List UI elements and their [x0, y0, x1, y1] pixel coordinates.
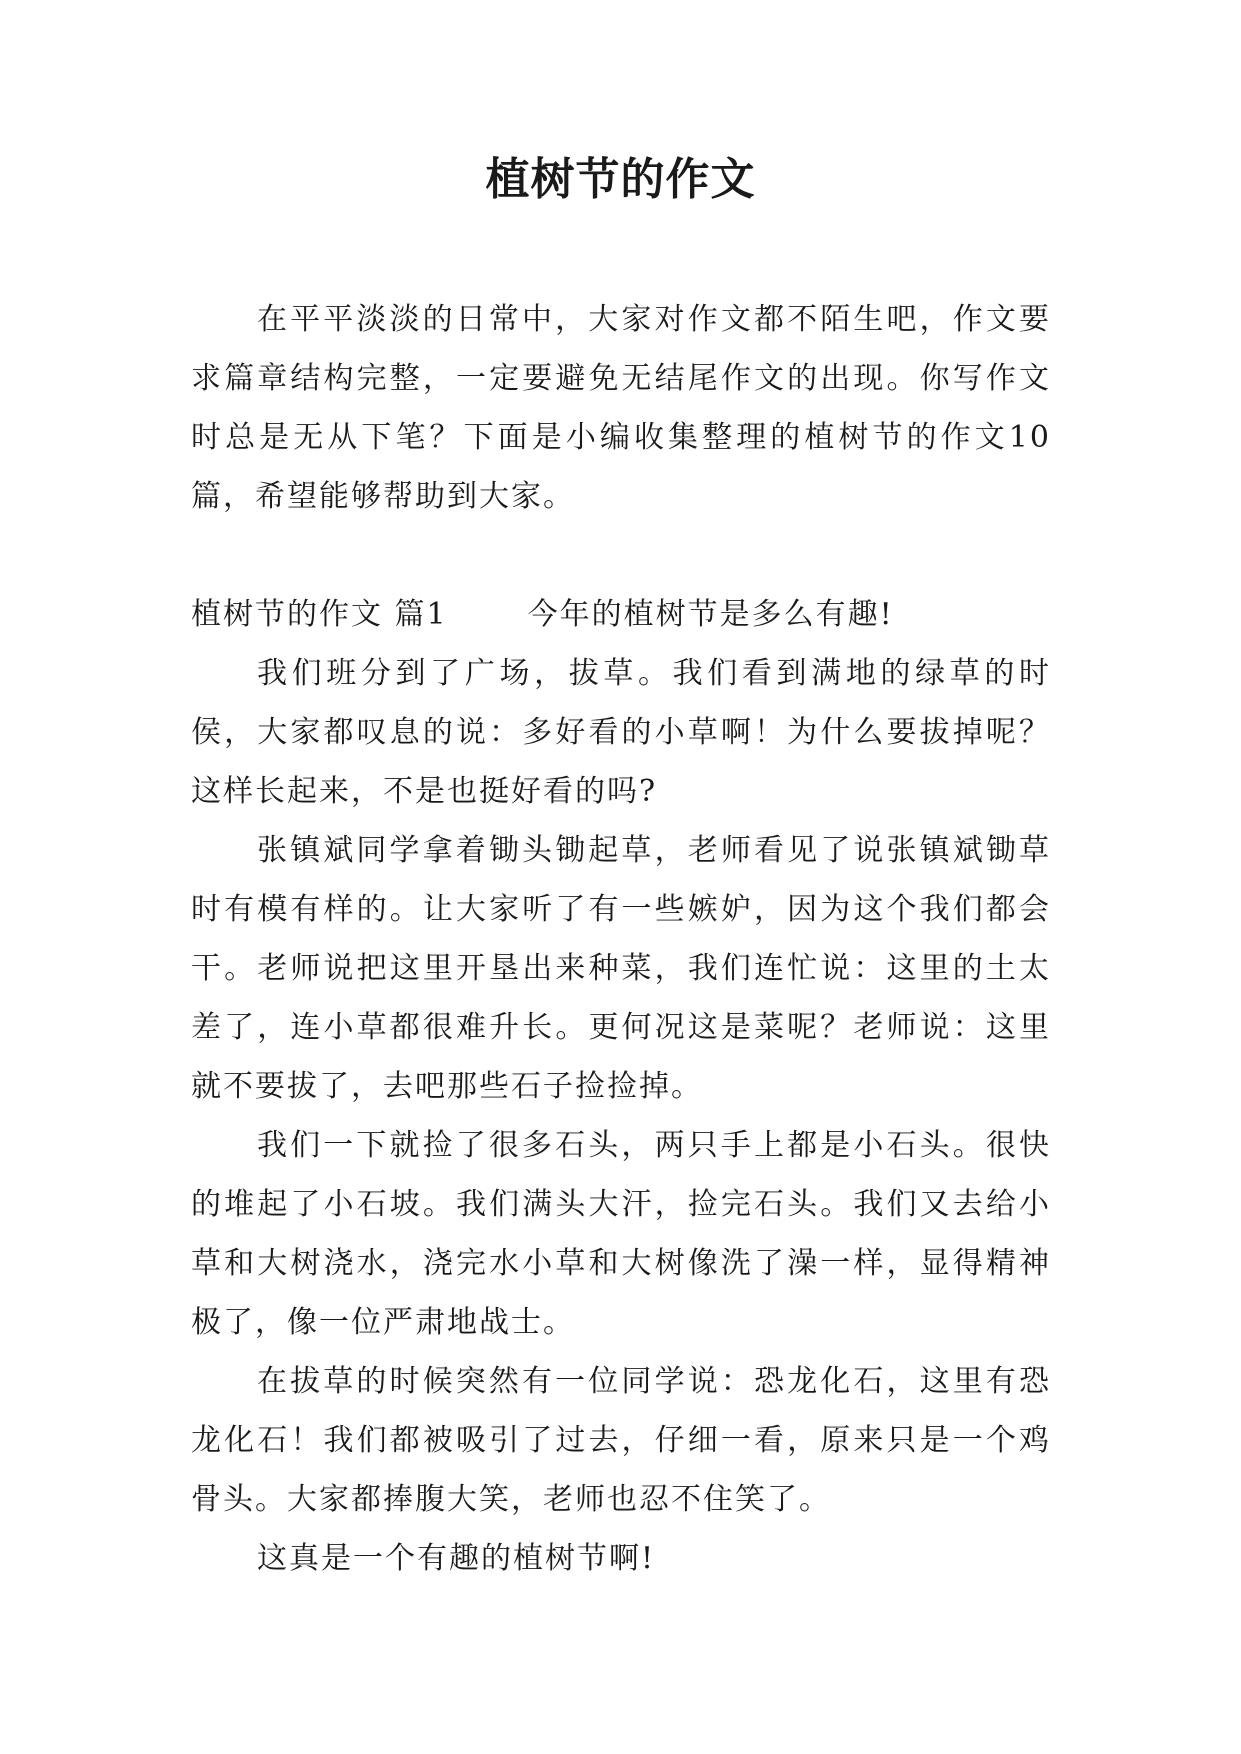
section-label: 植树节的作文 篇1 — [191, 597, 448, 632]
document-title: 植树节的作文 — [485, 154, 756, 205]
intro-paragraph: 在平平淡淡的日常中，大家对作文都不陌生吧，作文要求篇章结构完整，一定要避免无结尾作文的出现。你写作文时总是无从下笔？下面是小编收集整理的植树节的作文10篇，希望能够帮助到大家。 — [191, 302, 1051, 514]
section-first-sentence: 今年的植树节是多么有趣! — [527, 597, 894, 632]
body-paragraph: 我们班分到了广场，拔草。我们看到满地的绿草的时侯，大家都叹息的说：多好看的小草啊！为什么要拔掉呢？这样长起来，不是也挺好看的吗? — [191, 656, 1051, 809]
section-heading-line — [191, 585, 1051, 644]
body-paragraph: 张镇斌同学拿着锄头锄起草，老师看见了说张镇斌锄草时有模有样的。让大家听了有一些嫉妒，因为这个我们都会干。老师说把这里开垦出来种菜，我们连忙说：这里的土太差了，连小草都很难升长。更何况这是菜呢？老师说：这里就不要拔了，去吧那些石子捡捡掉。 — [191, 833, 1051, 1104]
document-body — [191, 290, 1051, 1588]
body-paragraph: 我们一下就捡了很多石头，两只手上都是小石头。很快的堆起了小石坡。我们满头大汗，捡完石头。我们又去给小草和大树浇水，浇完水小草和大树像洗了澡一样，显得精神极了，像一位严肃地战士。 — [191, 1128, 1051, 1340]
closing-paragraph: 这真是一个有趣的植树节啊! — [257, 1541, 656, 1576]
body-paragraph: 在拔草的时候突然有一位同学说：恐龙化石，这里有恐龙化石！我们都被吸引了过去，仔细一看，原来只是一个鸡骨头。大家都捧腹大笑，老师也忍不住笑了。 — [191, 1364, 1051, 1517]
